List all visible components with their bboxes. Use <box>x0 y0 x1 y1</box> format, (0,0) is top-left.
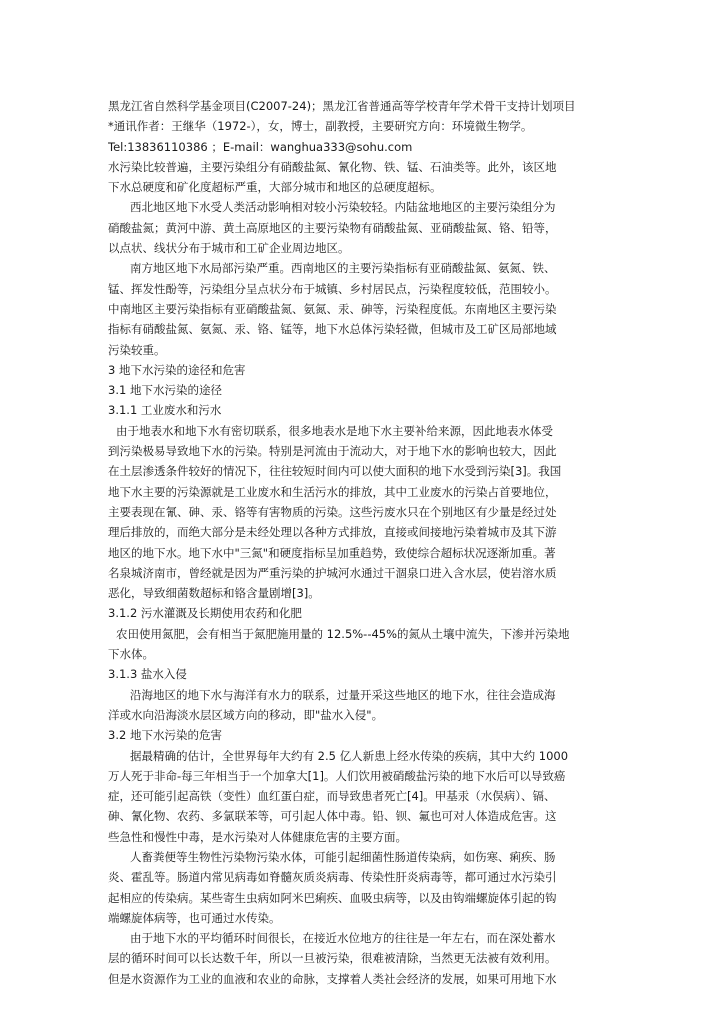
text-line: 中南地区主要污染指标有亚硝酸盐氮、氨氮、汞、砷等，污染程度低。东南地区主要污染 <box>108 301 557 316</box>
text-line: 端螺旋体病等，也可通过水传染。 <box>108 910 281 925</box>
text-line: 3.1.3 盐水入侵 <box>108 667 187 682</box>
text-line: 但是水资源作为工业的血液和农业的命脉，支撑着人类社会经济的发展，如果可用地下水 <box>108 971 557 986</box>
text-line: 主要表现在氰、砷、汞、铬等有害物质的污染。这些污废水只在个别地区有少量是经过处 <box>108 504 557 519</box>
text-line: 水污染比较普遍，主要污染组分有硝酸盐氮、氰化物、铁、锰、石油类等。此外，该区地 <box>108 159 557 174</box>
text-line: 下水总硬度和矿化度超标严重，大部分城市和地区的总硬度超标。 <box>108 180 442 195</box>
text-line: 洋或水向沿海淡水层区域方向的移动，即"盐水入侵"。 <box>108 707 384 722</box>
text-line: 硝酸盐氮；黄河中游、黄土高原地区的主要污染物有硝酸盐氮、亚硝酸盐氮、铬、铅等， <box>108 220 557 235</box>
text-line: 些急性和慢性中毒，是水污染对人体健康危害的主要方面。 <box>108 829 407 844</box>
text-line: 人畜粪便等生物性污染物污染水体，可能引起细菌性肠道传染病，如伤寒、痢疾、肠 <box>130 849 556 864</box>
text-line: *通讯作者：王继华（1972-），女，博士，副教授，主要研究方向：环境微生物学。 <box>108 119 533 134</box>
text-line: 到污染极易导致地下水的污染。特别是河流由于流动大，对于地下水的影响也较大，因此 <box>108 444 557 459</box>
text-line: 农田使用氮肥，会有相当于氮肥施用量的 12.5%--45%的氮从土壤中流失，下渗并污染地 <box>116 626 570 641</box>
text-line: Tel:13836110386 ；E-mail：wanghua333@sohu.com <box>108 139 413 154</box>
text-line: 3 地下水污染的途径和危害 <box>108 362 246 377</box>
text-line: 沿海地区的地下水与海洋有水力的联系，过量开采这些地区的地下水，往往会造成海 <box>130 687 556 702</box>
text-line: 西北地区地下水受人类活动影响相对较小污染较轻。内陆盆地地区的主要污染组分为 <box>130 200 556 215</box>
text-line: 恶化，导致细菌数超标和铬含量剧增[3]。 <box>108 586 320 601</box>
text-line: 污染较重。 <box>108 342 166 357</box>
text-line: 在土层渗透条件较好的情况下，往往较短时间内可以使大面积的地下水受到污染[3]。我国 <box>108 464 562 479</box>
text-line: 3.1.1 工业废水和污水 <box>108 403 222 418</box>
text-line: 万人死于非命-每三年相当于一个加拿大[1]。人们饮用被硝酸盐污染的地下水后可以导致癌 <box>108 768 566 783</box>
text-line: 由于地下水的平均循环时间很长，在接近水位地方的往往是一年左右，而在深处蓄水 <box>130 931 556 946</box>
text-line: 下水体。 <box>108 647 154 662</box>
text-line: 据最精确的估计，全世界每年大约有 2.5 亿人新患上经水传染的疾病，其中大约 1000 <box>130 748 569 763</box>
text-line: 层的循环时间可以长达数千年，所以一旦被污染，很难被清除，当然更无法被有效利用。 <box>108 951 557 966</box>
text-line: 以点状、线状分布于城市和工矿企业周边地区。 <box>108 241 350 256</box>
text-line: 指标有硝酸盐氮、氨氮、汞、铬、锰等，地下水总体污染轻微，但城市及工矿区局部地域 <box>108 322 557 337</box>
text-line: 3.2 地下水污染的危害 <box>108 728 222 743</box>
text-line: 炎、霍乱等。肠道内常见病毒如脊髓灰质炎病毒、传染性肝炎病毒等，都可通过水污染引 <box>108 870 557 885</box>
text-line: 理后排放的，而绝大部分是未经处理以各种方式排放，直接或间接地污染着城市及其下游 <box>108 525 557 540</box>
text-line: 地区的地下水。地下水中"三氮"和硬度指标呈加重趋势，致使综合超标状况逐渐加重。著 <box>108 545 556 560</box>
text-line: 3.1.2 污水灌溉及长期使用农药和化肥 <box>108 606 302 621</box>
text-line: 症，还可能引起高铁（变性）血红蛋白症，而导致患者死亡[4]。甲基汞（水俣病）、镉、 <box>108 789 556 804</box>
text-line: 南方地区地下水局部污染严重。西南地区的主要污染指标有亚硝酸盐氮、氨氮、铁、 <box>130 261 556 276</box>
text-line: 锰、挥发性酚等，污染组分呈点状分布于城镇、乡村居民点，污染程度较低，范围较小。 <box>108 281 557 296</box>
text-line: 3.1 地下水污染的途径 <box>108 383 222 398</box>
text-line: 地下水主要的污染源就是工业废水和生活污水的排放，其中工业废水的污染占首要地位， <box>108 484 557 499</box>
text-line: 砷、氰化物、农药、多氯联苯等，可引起人体中毒。铅、钡、氟也可对人体造成危害。这 <box>108 809 557 824</box>
document-page <box>108 96 624 989</box>
text-line: 起相应的传染病。某些寄生虫病如阿米巴痢疾、血吸虫病等，以及由钩端螺旋体引起的钩 <box>108 890 557 905</box>
text-line: 由于地表水和地下水有密切联系，很多地表水是地下水主要补给来源，因此地表水体受 <box>116 423 553 438</box>
text-line: 名泉城济南市，曾经就是因为严重污染的护城河水通过干涸泉口进入含水层，使岩溶水质 <box>108 565 557 580</box>
text-line: 黑龙江省自然科学基金项目(C2007-24)；黑龙江省普通高等学校青年学术骨干支持计划项目 <box>108 99 576 113</box>
